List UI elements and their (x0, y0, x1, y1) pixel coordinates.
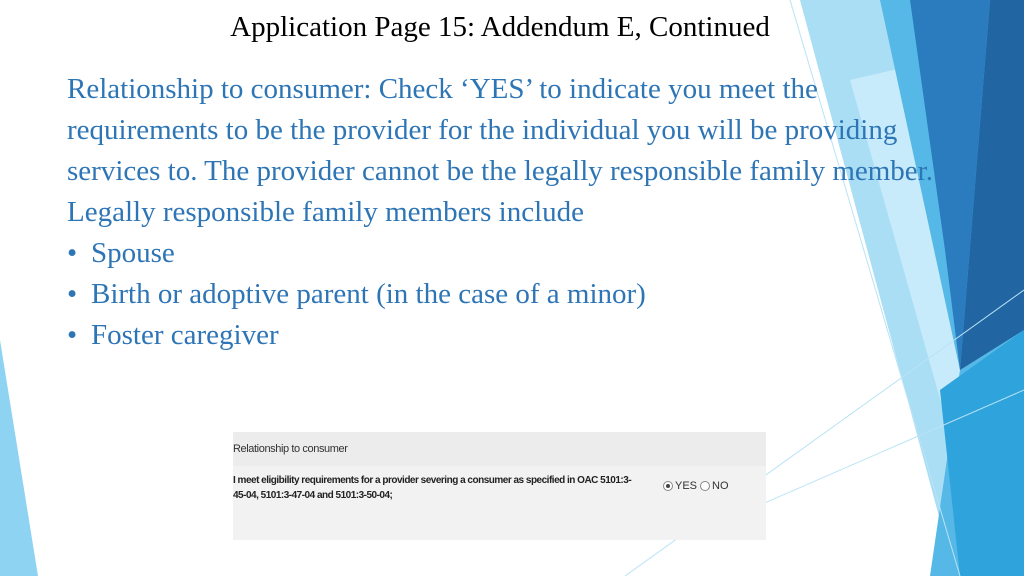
list-item (67, 315, 937, 356)
form-heading: Relationship to consumer (233, 443, 348, 455)
form-screenshot (233, 432, 766, 540)
slide-body (67, 69, 937, 356)
list-item (67, 233, 937, 274)
list-item-text: Foster caregiver (91, 319, 279, 351)
no-label: NO (712, 480, 729, 492)
list-item-text: Spouse (91, 237, 175, 269)
family-members-list (67, 233, 937, 356)
deco-left-light-panel (0, 340, 38, 576)
list-item (67, 274, 937, 315)
form-header (233, 432, 766, 466)
relationship-options (663, 480, 732, 492)
yes-radio[interactable] (663, 481, 673, 491)
yes-label: YES (675, 480, 698, 492)
slide-title: Application Page 15: Addendum E, Continued (230, 11, 770, 43)
intro-paragraph: Relationship to consumer: Check ‘YES’ to indicate you meet the requirements to be the provider for the individual you will be providing services to. The provider cannot be the legally responsible family member. (67, 73, 933, 187)
form-question: I meet eligibility requirements for a provider severing a consumer as specified in OAC 5101:3-45-04, 5101:3-47-04 and 5101:3-50-04; (233, 475, 632, 501)
bullet-icon: • (67, 319, 78, 351)
no-radio[interactable] (700, 481, 710, 491)
bullet-icon: • (67, 278, 78, 310)
bullet-icon: • (67, 237, 78, 269)
list-item-text: Birth or adoptive parent (in the case of a minor) (91, 278, 646, 310)
list-lead: Legally responsible family members include (67, 196, 585, 228)
